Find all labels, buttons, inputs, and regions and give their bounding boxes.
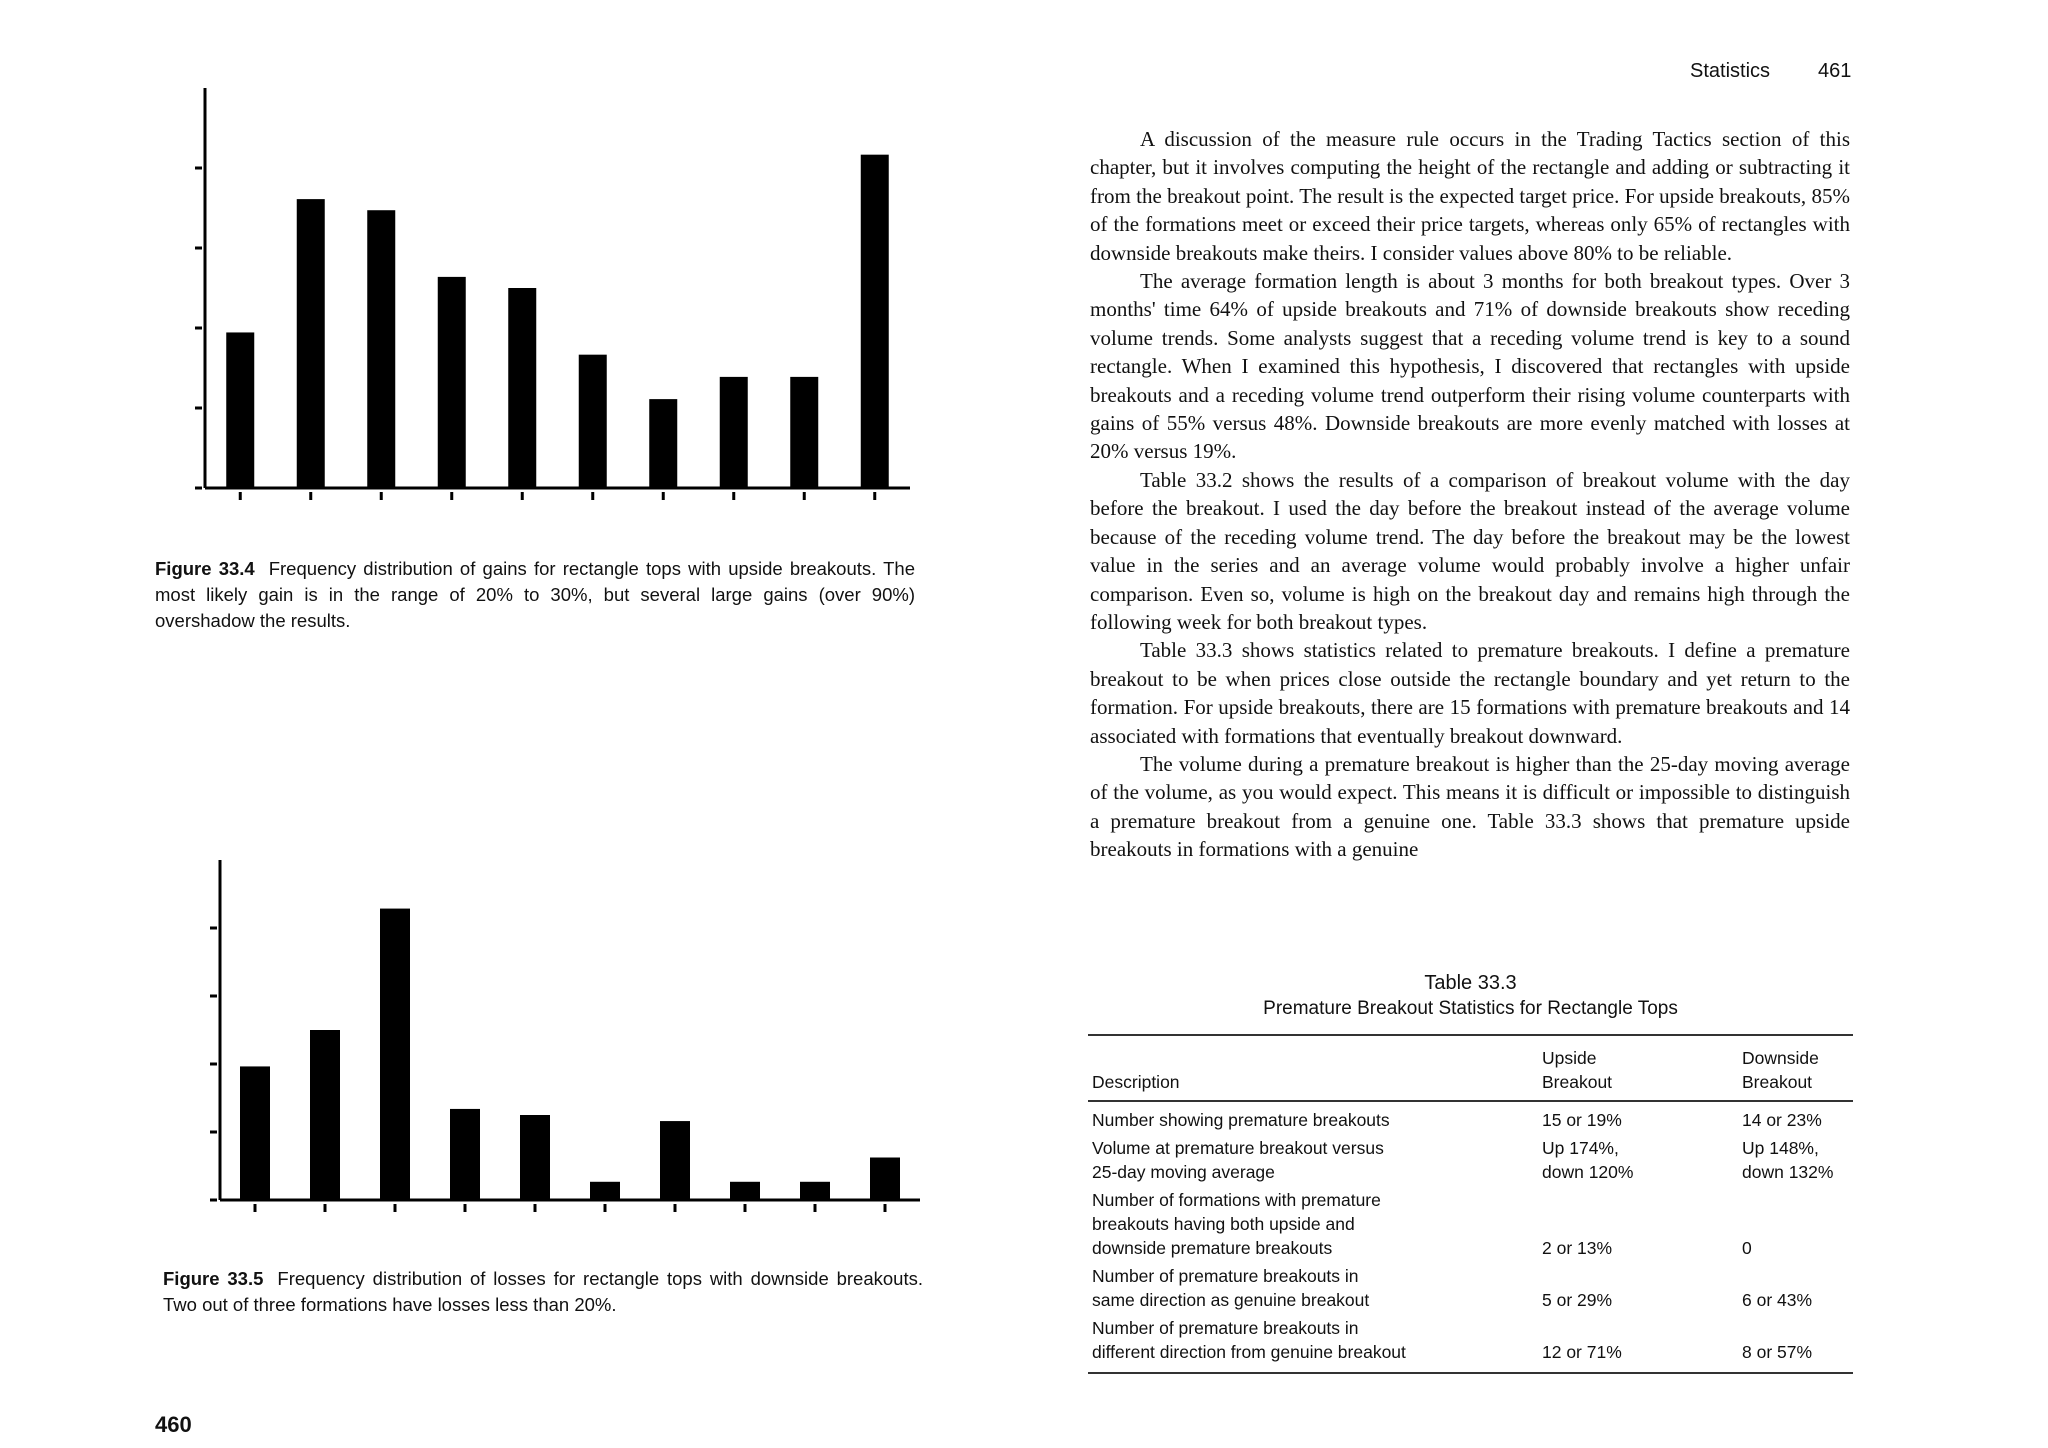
table-cell-description-line: Number showing premature breakouts [1092, 1110, 1390, 1130]
table-row [1088, 1101, 1853, 1134]
table-cell-upside [1538, 1262, 1738, 1314]
table-cell-downside [1738, 1134, 1853, 1186]
fig1-bar [226, 332, 254, 488]
table-cell-downside [1738, 1186, 1853, 1262]
table-cell-downside [1738, 1314, 1853, 1373]
page-number-right: 461 [1818, 60, 1852, 82]
figure-33-4-chart [140, 78, 930, 548]
table-cell-description [1088, 1186, 1538, 1262]
table-row [1088, 1186, 1853, 1262]
figure-33-4-caption-text: Frequency distribution of gains for rectangle tops with upside breakouts. The most likely gain is in the range of 20% to 30%, but several large gains (over 90%) overshadow the results. [155, 558, 915, 631]
fig2-bar [870, 1158, 900, 1201]
figure-33-5-caption-text: Frequency distribution of losses for rectangle tops with downside breakouts. Two out of three formations have losses less than 20%. [163, 1268, 923, 1315]
table-cell-upside-line: 12 or 71% [1542, 1342, 1622, 1362]
fig1-bar [579, 355, 607, 488]
table-cell-description [1088, 1134, 1538, 1186]
fig1-bar [367, 210, 395, 488]
table-cell-downside-line: 8 or 57% [1742, 1342, 1813, 1362]
table-cell-description-line: Volume at premature breakout versus [1092, 1138, 1384, 1158]
paragraph-5: The volume during a premature breakout is higher than the 25-day moving average of the volume, as you would expect. This means it is difficult or impossible to distinguish a premature breakout from a genuine one. Table 33.3 shows that premature upside breakouts in formations with a genuine [1090, 751, 1850, 862]
table-cell-description [1088, 1101, 1538, 1134]
table-cell-downside-line: Up 148%, [1742, 1138, 1819, 1158]
table-header-row [1088, 1035, 1853, 1101]
paragraph-2: The average formation length is about 3 months for both breakout types. Over 3 months' time 64% of upside breakouts and 71% of downside breakouts show receding volume trends. Some analysts suggest that a receding volume trend is key to a sound rectangle. When I examined this hypothesis, I discovered that rectangles with upside breakouts and a receding volume trend outperform their rising volume counterparts with gains of 55% versus 48%. Downside breakouts are more evenly matched with losses at 20% versus 19%. [1090, 269, 1850, 464]
table-cell-description-line: Number of premature breakouts in [1092, 1266, 1359, 1286]
header-downside-line2: Breakout [1742, 1072, 1813, 1092]
figure-33-4-label: Figure 33.4 [155, 558, 255, 579]
paragraph-3: Table 33.2 shows the results of a comparison of breakout volume with the day before the breakout. I used the day before the breakout instead of the average volume because of the receding volume trend. The day before the breakout may be the lowest value in the series and an average volume would probably involve a higher unfair comparison. Even so, volume is high on the breakout day and remains high through the following week for both breakout types. [1090, 467, 1850, 634]
table-cell-upside [1538, 1101, 1738, 1134]
fig1-bar [508, 288, 536, 488]
header-downside-line1: Downside [1742, 1048, 1819, 1068]
figure-33-5-chart [140, 780, 940, 1260]
table-cell-description [1088, 1262, 1538, 1314]
table-body [1088, 1101, 1853, 1373]
fig2-bar [450, 1109, 480, 1200]
running-head: Statistics [1690, 60, 1771, 82]
fig2-bar [380, 909, 410, 1200]
table-cell-downside [1738, 1262, 1853, 1314]
header-upside-line2: Breakout [1542, 1072, 1613, 1092]
figure-33-4-caption [155, 556, 915, 634]
page-number-left: 460 [155, 1412, 192, 1437]
header-upside [1538, 1035, 1738, 1101]
table-cell-upside [1538, 1186, 1738, 1262]
table-cell-upside [1538, 1134, 1738, 1186]
table-cell-description-line: same direction as genuine breakout [1092, 1290, 1370, 1310]
table-cell-upside [1538, 1314, 1738, 1373]
table-cell-description-line: 25-day moving average [1092, 1162, 1275, 1182]
figure-33-5-svg [140, 780, 940, 1260]
header-upside-line1: Upside [1542, 1048, 1597, 1068]
table-cell-description-line: downside premature breakouts [1092, 1238, 1333, 1258]
table-cell-description-line: Number of premature breakouts in [1092, 1318, 1359, 1338]
table-cell-upside-line: 15 or 19% [1542, 1110, 1622, 1130]
fig1-bar [649, 399, 677, 488]
table-row [1088, 1262, 1853, 1314]
fig2-bar [520, 1115, 550, 1200]
fig1-bar [861, 155, 889, 488]
table-cell-upside-line: 5 or 29% [1542, 1290, 1613, 1310]
fig2-bar [660, 1121, 690, 1200]
table-cell-description-line: breakouts having both upside and [1092, 1214, 1355, 1234]
figure-33-4-svg [140, 78, 930, 548]
fig1-bar [790, 377, 818, 488]
header-description-text: Description [1092, 1072, 1180, 1092]
fig2-bar [730, 1182, 760, 1200]
fig2-bar [240, 1066, 270, 1200]
table-cell-downside-line: 0 [1742, 1238, 1752, 1258]
table-row [1088, 1314, 1853, 1373]
table-cell-upside-line: down 120% [1542, 1162, 1634, 1182]
fig1-bar [438, 277, 466, 488]
table-cell-downside [1738, 1101, 1853, 1134]
paragraph-1: A discussion of the measure rule occurs in the Trading Tactics section of this chapter, but it involves computing the height of the rectangle and adding or subtracting it from the breakout point. The result is the expected target price. For upside breakouts, 85% of the formations meet or exceed their price targets, whereas only 65% of rectangles with downside breakouts make theirs. I consider values above 80% to be reliable. [1090, 127, 1850, 265]
table-cell-downside-line: down 132% [1742, 1162, 1834, 1182]
table-number: Table 33.3 [1424, 972, 1517, 994]
table-cell-upside-line: Up 174%, [1542, 1138, 1619, 1158]
table-title: Premature Breakout Statistics for Rectangle Tops [1263, 998, 1678, 1019]
table-33-3 [1088, 970, 1853, 1374]
table-cell-description-line: different direction from genuine breakout [1092, 1342, 1406, 1362]
fig2-bar [800, 1182, 830, 1200]
fig2-bar [590, 1182, 620, 1200]
fig1-bar [297, 199, 325, 488]
fig2-bar [310, 1030, 340, 1200]
fig1-bar [720, 377, 748, 488]
table-cell-description [1088, 1314, 1538, 1373]
table-cell-upside-line: 2 or 13% [1542, 1238, 1613, 1258]
header-description [1088, 1035, 1538, 1101]
paragraph-4: Table 33.3 shows statistics related to premature breakouts. I define a premature breakout to be when prices close outside the rectangle boundary and yet return to the formation. For upside breakouts, there are 15 formations with premature breakouts and 14 associated with formations that eventually breakout downward. [1090, 638, 1850, 748]
table-cell-description-line: Number of formations with premature [1092, 1190, 1381, 1210]
figure-33-5-caption [163, 1266, 923, 1318]
premature-breakout-table [1088, 1034, 1853, 1374]
table-row [1088, 1134, 1853, 1186]
figure-33-5-label: Figure 33.5 [163, 1268, 264, 1289]
table-cell-downside-line: 14 or 23% [1742, 1110, 1822, 1130]
header-downside [1738, 1035, 1853, 1101]
table-cell-downside-line: 6 or 43% [1742, 1290, 1813, 1310]
body-text [1090, 125, 1850, 864]
